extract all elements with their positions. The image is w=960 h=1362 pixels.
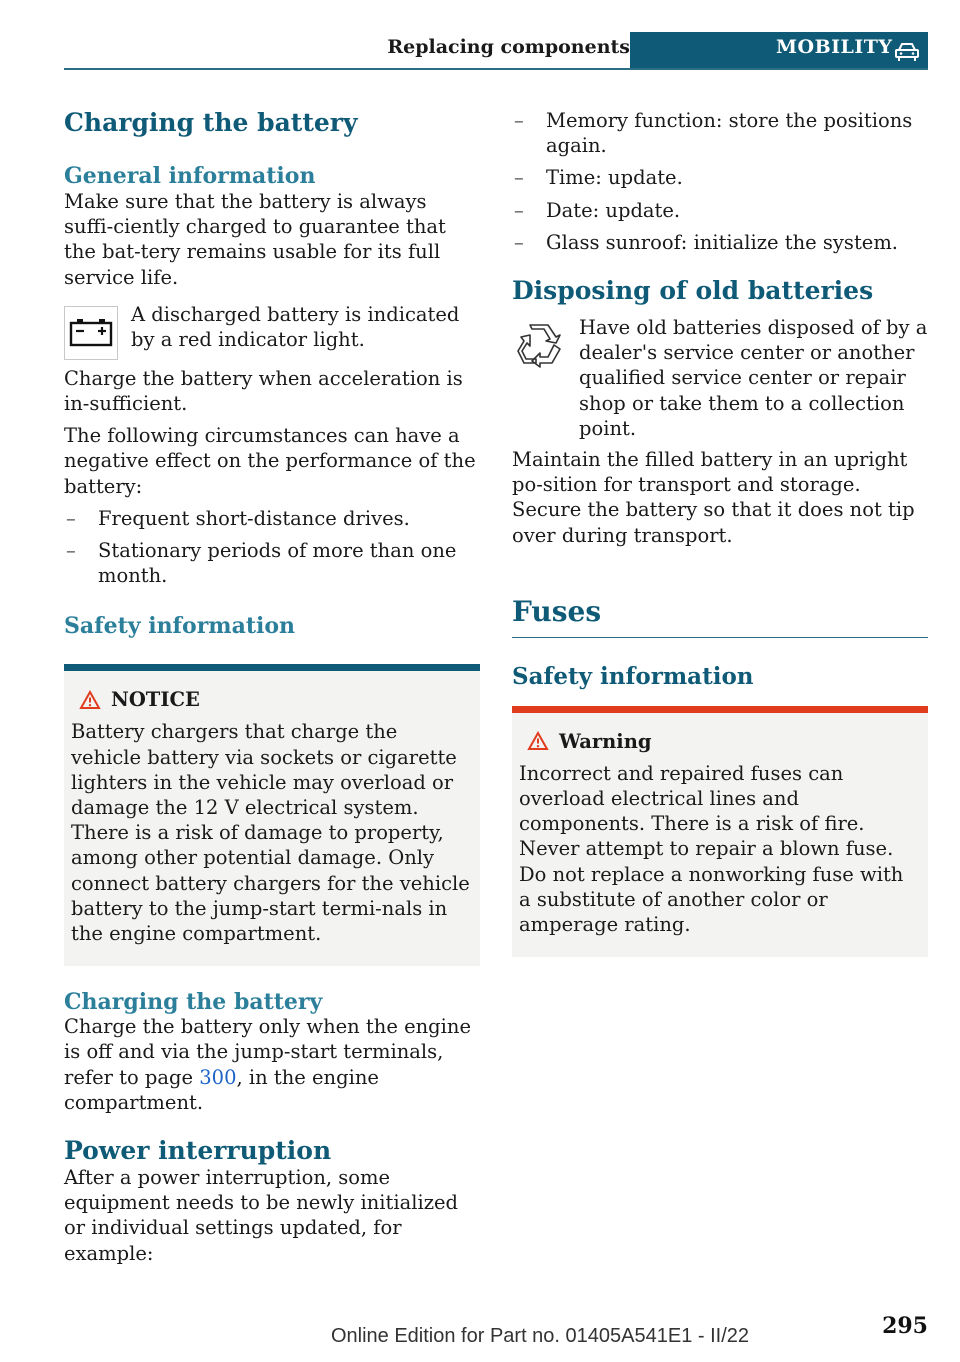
maintain-text: Maintain the filled battery in an upright po-sition for transport and storage. Secure the battery so that it does not tip over during transport. bbox=[512, 448, 915, 547]
fuses-rule bbox=[512, 637, 928, 638]
circumstance-list bbox=[64, 506, 480, 589]
warning-body bbox=[512, 713, 928, 957]
battery-icon bbox=[65, 307, 117, 359]
warning-header bbox=[519, 729, 921, 754]
header-section-title: Replacing components bbox=[387, 36, 630, 58]
page-link[interactable]: 300 bbox=[199, 1065, 237, 1089]
header-rule bbox=[64, 68, 928, 70]
list-item: – Memory function: store the positions again. bbox=[514, 109, 913, 158]
footer-edition: Online Edition for Part no. 01405A541E1 - II/22 bbox=[330, 1325, 750, 1347]
power-interruption-heading: Power interruption bbox=[64, 1136, 332, 1166]
notice-header bbox=[71, 687, 473, 712]
left-column bbox=[64, 108, 480, 1266]
indicator-text: A discharged battery is indicated by a red indicator light. bbox=[131, 302, 460, 352]
notice-bar bbox=[64, 664, 480, 671]
notice-text: Battery chargers that charge the vehicle battery via sockets or cigarette lighters in the vehicle may overload or damage the 12 V electrical system. There is a risk of damage to property, among other potential damage. Only connect battery chargers for the vehicle battery to the jump-start termi-nals in the engine compartment. bbox=[71, 720, 470, 946]
list-item: – Time: update. bbox=[514, 166, 683, 190]
general-info-text: Make sure that the battery is always suffi-ciently charged to guarantee that the bat-tery remains usable for its full service life. bbox=[64, 190, 446, 289]
right-column bbox=[512, 108, 928, 957]
indicator-block bbox=[64, 302, 480, 358]
header-chapter-label: MOBILITY bbox=[776, 36, 893, 58]
warning-triangle-icon bbox=[527, 731, 549, 751]
list-item: – Date: update. bbox=[514, 198, 681, 222]
update-list bbox=[512, 108, 928, 255]
warning-title: Warning bbox=[559, 729, 652, 753]
warning-bar bbox=[512, 706, 928, 713]
notice-body bbox=[64, 671, 480, 966]
disposing-block bbox=[512, 315, 928, 441]
header-chapter-tab bbox=[630, 32, 928, 70]
battery-icon-box bbox=[64, 306, 118, 360]
warning-text: Incorrect and repaired fuses can overload electrical lines and components. There is a risk of fire. Never attempt to repair a blown fuse. Do not replace a nonworking fuse with a substitute of another color or amperage rating. bbox=[519, 761, 904, 937]
page-number: 295 bbox=[882, 1313, 928, 1339]
charging-heading: Charging the battery bbox=[64, 989, 323, 1016]
notice-box bbox=[64, 664, 480, 966]
car-icon bbox=[894, 40, 920, 62]
disposing-text: Have old batteries disposed of by a dealer's service center or another qualified service center or repair shop or take them to a collection point. bbox=[579, 316, 928, 440]
circumstances-text: The following circumstances can have a negative effect on the performance of the battery: bbox=[64, 424, 476, 498]
notice-title: NOTICE bbox=[111, 688, 200, 712]
charge-when-text: Charge the battery when acceleration is in-sufficient. bbox=[64, 366, 463, 416]
charging-text: Charge the battery only when the engine is off and via the jump-start terminals, refer to page 300, in the engine compartment. bbox=[64, 1015, 471, 1114]
safety-heading: Safety information bbox=[64, 613, 296, 640]
recycle-icon bbox=[512, 319, 564, 371]
general-info-heading: General information bbox=[64, 163, 316, 189]
list-item: – Stationary periods of more than one month. bbox=[66, 539, 457, 588]
warning-triangle-icon bbox=[79, 690, 101, 710]
fuses-heading: Fuses bbox=[512, 594, 602, 628]
power-interruption-text: After a power interruption, some equipment needs to be newly initialized or individual settings updated, for example: bbox=[64, 1166, 458, 1265]
warning-box bbox=[512, 706, 928, 957]
list-item: – Glass sunroof: initialize the system. bbox=[514, 230, 899, 254]
disposing-heading: Disposing of old batteries bbox=[512, 276, 874, 306]
page-header bbox=[64, 32, 928, 70]
section-title: Charging the battery bbox=[64, 108, 358, 137]
fuses-safety-heading: Safety information bbox=[512, 662, 754, 690]
list-item: – Frequent short-distance drives. bbox=[66, 506, 410, 530]
